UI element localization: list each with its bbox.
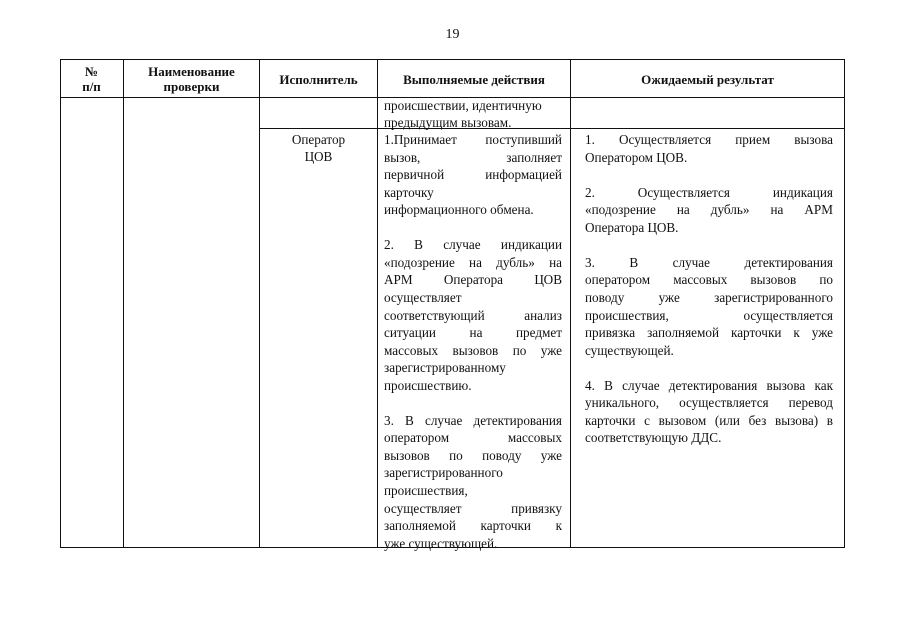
actions-line: соответствующий анализ [384,307,562,323]
result-line: 4. В случае детектирования вызова как [585,377,833,393]
actions-line: осуществляет [384,289,462,305]
actions-line: информационного обмена. [384,202,534,218]
table-border-left [60,59,61,548]
header-check-name-line: Наименование [148,64,235,79]
actions-line: карточку [384,184,434,200]
actions-line: 1.Принимает поступивший [384,132,562,147]
actions-line: предыдущим вызовам. [384,115,512,130]
actions-line: первичной информацией [384,167,562,183]
header-number [60,62,123,96]
result-line: поводу уже зарегистрированного [585,289,833,305]
actions-line: вызовов по поводу уже [384,447,562,463]
header-actions: Выполняемые действия [403,71,545,87]
result-line: 3. В случае детектирования [585,254,833,270]
actions-line: зарегистрированному [384,360,506,376]
page-number: 19 [445,27,460,42]
result-line: 2. Осуществляется индикация [585,184,833,200]
actions-line: 3. В случае детектирования [384,412,562,428]
actions-line: оператором массовых [384,430,562,446]
result-line: происшествия, осуществляется [585,307,833,323]
result-line: 1. Осуществляется прием вызова [585,132,833,147]
result-line: привязка заполняемой карточки к уже [585,325,833,341]
result-line: Оператора ЦОВ. [585,219,679,235]
actions-line: «подозрение на дубль» на [384,254,562,270]
header-result: Ожидаемый результат [641,71,774,87]
header-executor: Исполнитель [279,71,358,87]
executor-line: ЦОВ [304,149,333,164]
document-table [60,59,845,551]
result-line: уникального, осуществляется перевод [585,395,833,411]
result-line: «подозрение на дубль» на АРМ [585,202,833,218]
column-divider-4 [570,59,571,548]
result-line: оператором массовых вызовов по [585,272,833,288]
actions-line: уже существующей. [384,535,498,551]
actions-line: осуществляет привязку [384,500,562,516]
header-check-name-line: проверки [163,79,220,94]
table-border-right [844,59,845,548]
column-divider-3 [377,59,378,548]
actions-line: ситуации на предмет [384,325,562,341]
actions-line: заполняемой карточки к [384,518,562,534]
header-check-name [124,62,259,96]
actions-line: массовых вызовов по уже [384,342,562,358]
actions-line: зарегистрированного [384,465,503,481]
executor-line: Оператор [291,132,346,147]
actions-line: вызов, заполняет [384,149,562,165]
actions-line: происшествия, [384,483,468,498]
header-number-line: № [84,64,99,79]
actions-line: происшествию. [384,377,472,393]
actions-line: АРМ Оператора ЦОВ [384,272,562,288]
header-number-line: п/п [82,79,101,94]
result-line: соответствующую ДДС. [585,430,722,446]
result-line: Оператором ЦОВ. [585,149,688,165]
table-border-top [60,59,845,60]
actions-line: происшествии, идентичную [384,98,542,113]
actions-line: 2. В случае индикации [384,237,562,253]
result-line: существующей. [585,342,674,358]
column-divider-1 [123,59,124,548]
result-line: карточки с вызовом (или без вызова) в [585,412,833,428]
